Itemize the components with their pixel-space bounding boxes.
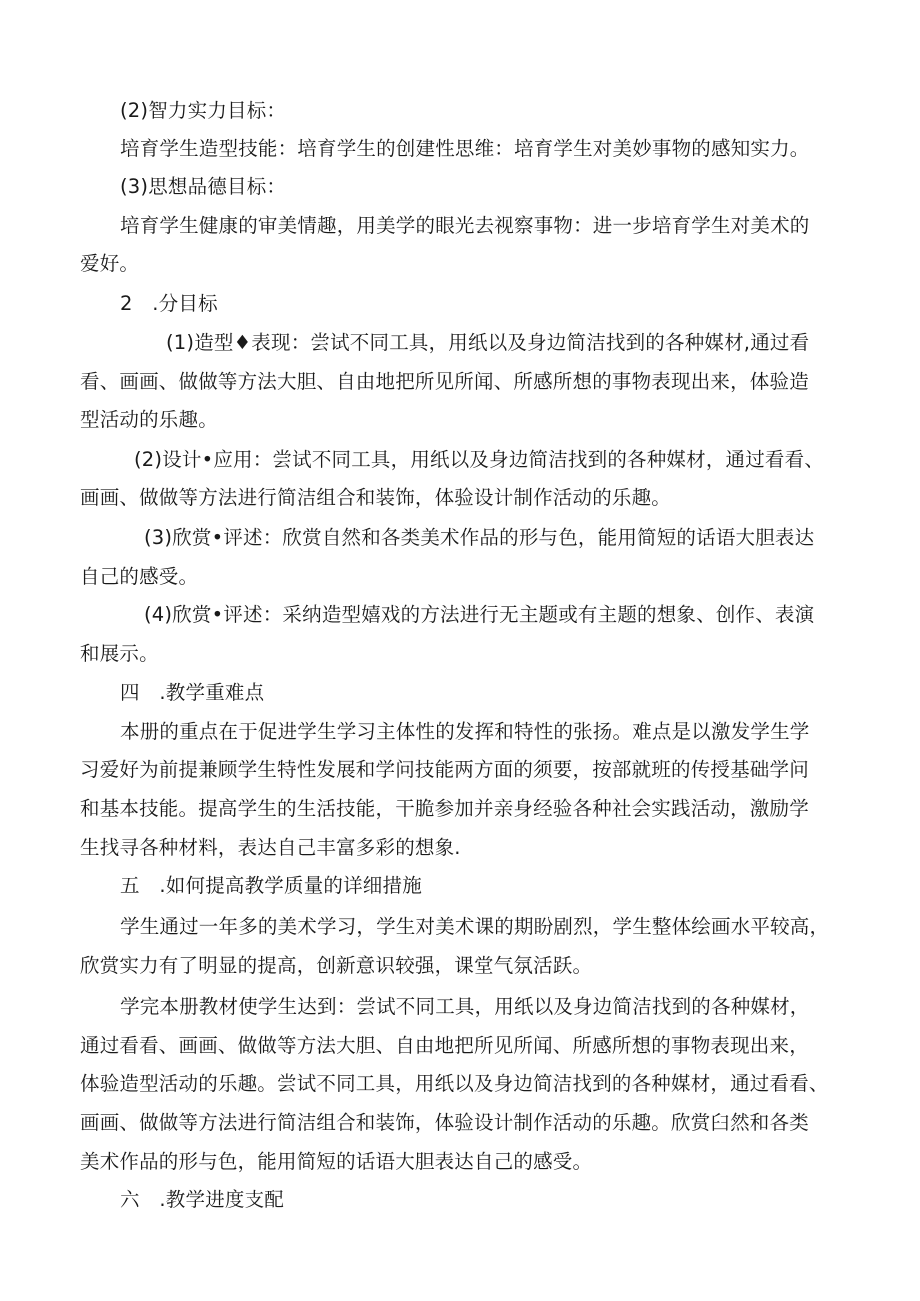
- paragraph-line: 培育学生造型技能：培育学生的创建性思维：培育学生对美妙事物的感知实力。: [120, 137, 810, 160]
- paragraph-line: 欣赏实力有了明显的提高，创新意识较强，课堂气氛活跃。: [80, 954, 593, 977]
- paragraph-line: 美术作品的形与色，能用简短的话语大胆表达自己的感受。: [80, 1150, 593, 1173]
- paragraph-line: 型活动的乐趣。: [80, 408, 218, 431]
- heading-moral-goal: (3)思想品德目标：: [120, 175, 287, 198]
- paragraph-line: 和基本技能。提高学生的生活技能，干脆参加并亲身经验各种社会实践活动，激励学: [80, 797, 809, 820]
- paragraph-line: (2)设计•应用：尝试不同工具，用纸以及身边简洁找到的各种媒材，通过看看、: [134, 448, 825, 471]
- heading-intellectual-goal: (2)智力实力目标：: [120, 99, 287, 122]
- heading-section-five: 五 .如何提高教学质量的详细措施: [120, 874, 422, 897]
- paragraph-line: 习爱好为前提兼顾学生特性发展和学问技能两方面的须要，按部就班的传授基础学问: [80, 758, 809, 781]
- paragraph-line: 看、画画、做做等方法大胆、自由地把所见所闻、所感所想的事物表现出来，体验造: [80, 370, 809, 393]
- paragraph-line: 和展示。: [80, 642, 159, 665]
- paragraph-line: 学生通过一年多的美术学习，学生对美术课的期盼剧烈，学生整体绘画水平较高，: [120, 915, 830, 938]
- heading-sub-goals: 2 .分目标: [120, 292, 218, 315]
- paragraph-line: (1)造型♦表现：尝试不同工具，用纸以及身边简洁找到的各种媒材,通过看: [166, 331, 810, 354]
- heading-section-six: 六 .教学进度支配: [120, 1188, 284, 1211]
- paragraph-line: 本册的重点在于促进学生学习主体性的发挥和特性的张扬。难点是以激发学生学: [120, 720, 810, 743]
- paragraph-line: 通过看看、画画、做做等方法大胆、自由地把所见所闻、所感所想的事物表现出来，: [80, 1034, 809, 1057]
- paragraph-line: (3)欣赏•评述：欣赏自然和各类美术作品的形与色，能用简短的话语大胆表达: [144, 526, 815, 549]
- paragraph-line: 体验造型活动的乐趣。尝试不同工具，用纸以及身边简洁找到的各种媒材，通过看看、: [80, 1072, 829, 1095]
- paragraph-line: 爱好。: [80, 252, 140, 275]
- paragraph-line: 自己的感受。: [80, 565, 199, 588]
- paragraph-line: 画画、做做等方法进行简洁组合和装饰，体验设计制作活动的乐趣。欣赏臼然和各类: [80, 1111, 809, 1134]
- paragraph-line: 画画、做做等方法进行简洁组合和装饰，体验设计制作活动的乐趣。: [80, 486, 672, 509]
- paragraph-line: 学完本册教材使学生达到：尝试不同工具，用纸以及身边简洁找到的各种媒材，: [120, 995, 810, 1018]
- paragraph-line: (4)欣赏•评述：采纳造型嬉戏的方法进行无主题或有主题的想象、创作、表演: [144, 603, 815, 626]
- paragraph-line: 培育学生健康的审美情趣，用美学的眼光去视察事物：进一步培育学生对美术的: [120, 214, 810, 237]
- heading-section-four: 四 .教学重难点: [120, 681, 265, 704]
- paragraph-line: 生找寻各种材料，表达自己丰富多彩的想象.: [80, 836, 461, 859]
